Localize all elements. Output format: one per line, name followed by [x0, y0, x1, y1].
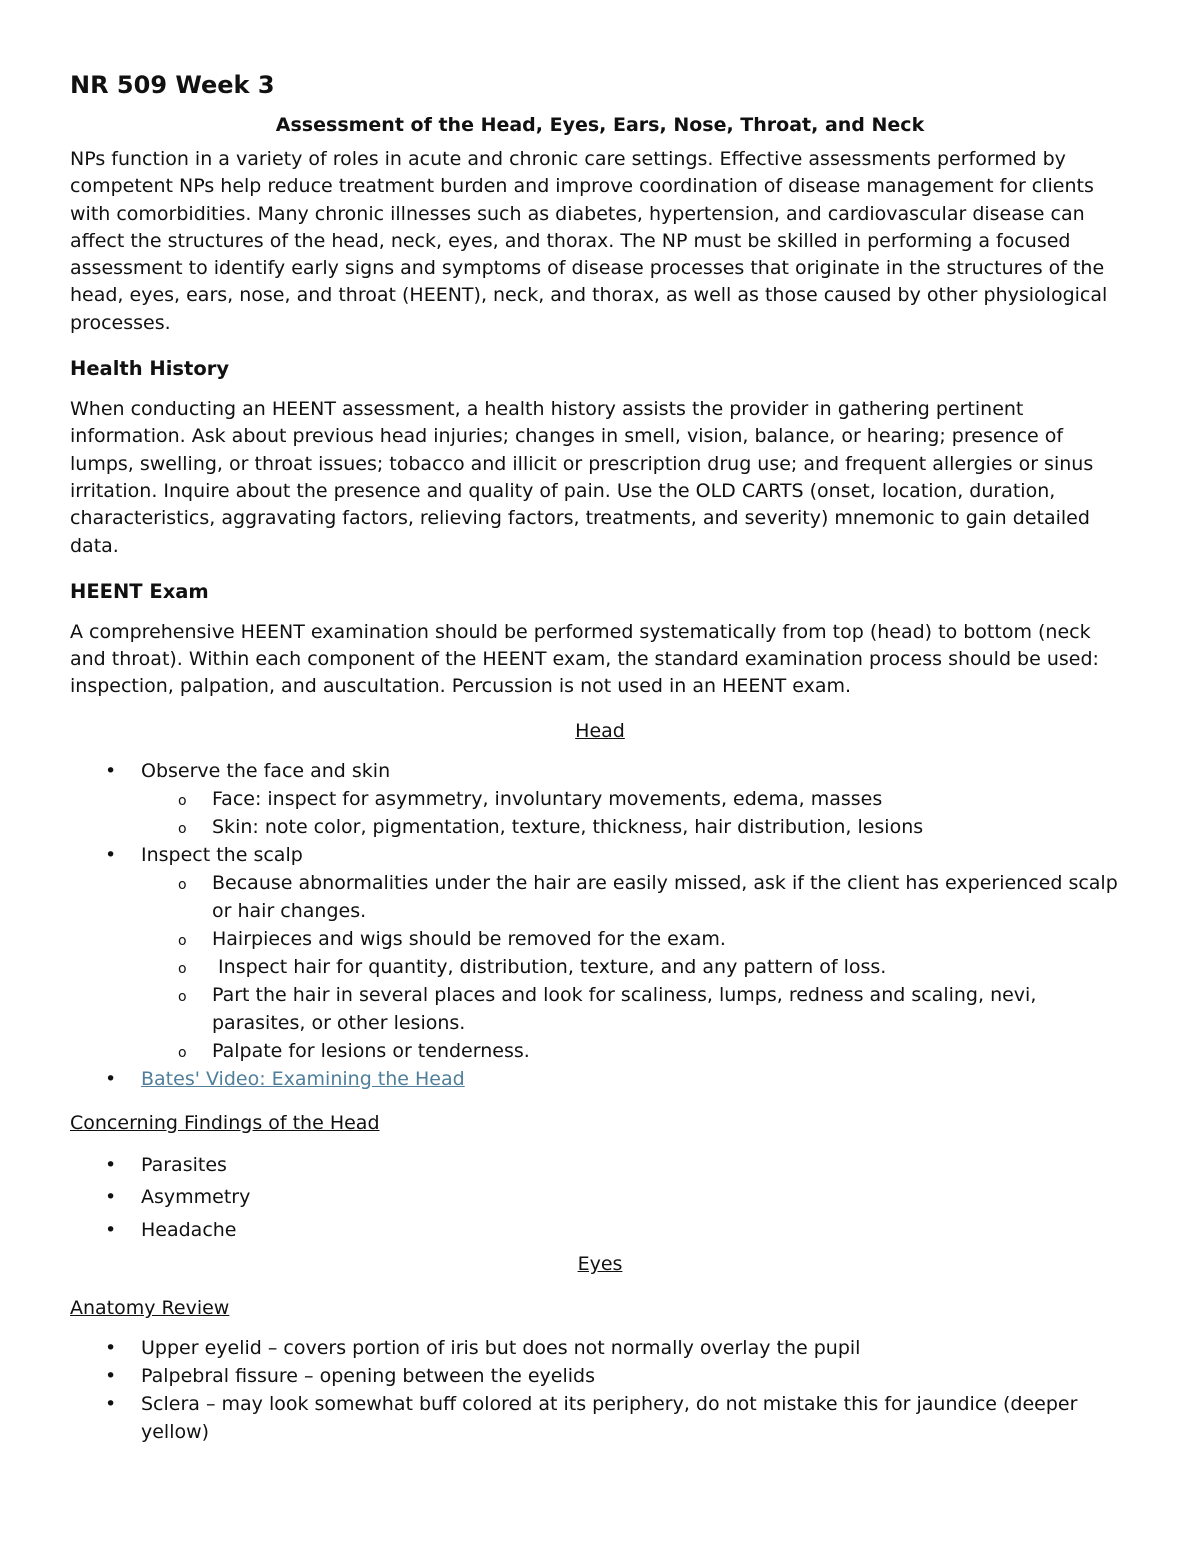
- document-title: NR 509 Week 3: [70, 71, 275, 99]
- sub-list-item-text: Part the hair in several places and look for scaliness, lumps, redness and scaling, nevi, parasites, or other lesions.: [212, 983, 1037, 1034]
- health-history-paragraph: When conducting an HEENT assessment, a health history assists the provider in gathering pertinent information. Ask about previous head injuries; changes in smell, vision, balance, or hearing; presence of lumps, swelling, or throat issues; tobacco and illicit or prescription drug use; and frequent allergies or sinus irritation. Inquire about the presence and quality of pain. Use the OLD CARTS (onset, location, duration, characteristics, aggravating factors, relieving factors, treatments, and severity) mnemonic to gain detailed data.: [70, 398, 1094, 557]
- sub-list-item-text: Because abnormalities under the hair are easily missed, ask if the client has experienced scalp or hair changes.: [212, 871, 1118, 922]
- sub-list-item-text: Face: inspect for asymmetry, involuntary movements, edema, masses: [212, 787, 883, 810]
- sub-list-item: [141, 869, 1130, 925]
- bullet-marker: •: [105, 1186, 117, 1209]
- concerning-findings-head-heading: Concerning Findings of the Head: [70, 1111, 380, 1134]
- list-item-text: Inspect the scalp: [141, 843, 303, 866]
- sub-list-item: [141, 925, 1130, 953]
- list-item: [70, 1362, 1130, 1390]
- sub-list: [141, 785, 1130, 841]
- sub-list-item: [141, 785, 1130, 813]
- heent-exam-heading: HEENT Exam: [70, 579, 209, 603]
- list-item-text: Headache: [141, 1218, 237, 1241]
- sub-bullet-marker: o: [178, 876, 187, 893]
- bullet-marker: •: [105, 1393, 117, 1416]
- bullet-marker: •: [105, 1337, 117, 1360]
- anatomy-review-heading: Anatomy Review: [70, 1297, 230, 1320]
- sub-list-item: [141, 953, 1130, 981]
- list-item: [70, 1181, 1130, 1214]
- bullet-marker: •: [105, 1365, 117, 1388]
- bullet-marker: •: [105, 1153, 117, 1176]
- list-item: [70, 757, 1130, 841]
- head-exam-list: [70, 757, 1130, 1093]
- sub-bullet-marker: o: [178, 792, 187, 809]
- bates-video-link[interactable]: Bates' Video: Examining the Head: [141, 1067, 465, 1090]
- bullet-marker: •: [105, 1067, 117, 1090]
- list-item: [70, 841, 1130, 1065]
- list-item-text: Upper eyelid – covers portion of iris but does not normally overlay the pupil: [141, 1337, 861, 1360]
- sub-bullet-marker: o: [178, 960, 187, 977]
- bullet-marker: •: [105, 1218, 117, 1241]
- sub-list-item-text: Skin: note color, pigmentation, texture, thickness, hair distribution, lesions: [212, 815, 924, 838]
- health-history-heading: Health History: [70, 357, 230, 381]
- eye-anatomy-list: [70, 1334, 1130, 1446]
- list-item: [70, 1214, 1130, 1247]
- sub-list-item-text: Palpate for lesions or tenderness.: [212, 1039, 530, 1062]
- bullet-marker: •: [105, 759, 117, 782]
- list-item: [70, 1065, 1130, 1093]
- head-section-heading: Head: [575, 719, 625, 742]
- sub-bullet-marker: o: [178, 988, 187, 1005]
- document-subtitle: Assessment of the Head, Eyes, Ears, Nose, Throat, and Neck: [275, 114, 925, 136]
- sub-bullet-marker: o: [178, 820, 187, 837]
- list-item-text: Palpebral fissure – opening between the eyelids: [141, 1365, 595, 1388]
- sub-bullet-marker: o: [178, 932, 187, 949]
- list-item: [70, 1149, 1130, 1182]
- list-item-text: Parasites: [141, 1153, 227, 1176]
- list-item: [70, 1334, 1130, 1362]
- list-item: [70, 1390, 1130, 1446]
- concerning-findings-list: [70, 1149, 1130, 1247]
- list-item-text: Asymmetry: [141, 1186, 251, 1209]
- list-item-text: Observe the face and skin: [141, 759, 391, 782]
- intro-paragraph: NPs function in a variety of roles in acute and chronic care settings. Effective assessments performed by competent NPs help reduce treatment burden and improve coordination of disease management for clients with comorbidities. Many chronic illnesses such as diabetes, hypertension, and cardiovascular disease can affect the structures of the head, neck, eyes, and thorax. The NP must be skilled in performing a focused assessment to identify early signs and symptoms of disease processes that originate in the structures of the head, eyes, ears, nose, and throat (HEENT), neck, and thorax, as well as those caused by other physiological processes.: [70, 148, 1108, 334]
- sub-list-item: [141, 1037, 1130, 1065]
- sub-bullet-marker: o: [178, 1044, 187, 1061]
- bullet-marker: •: [105, 843, 117, 866]
- sub-list-item: [141, 813, 1130, 841]
- sub-list-item-text: Hairpieces and wigs should be removed for the exam.: [212, 927, 726, 950]
- list-item-text: Sclera – may look somewhat buff colored at its periphery, do not mistake this for jaundice (deeper yellow): [141, 1393, 1078, 1444]
- sub-list-item: [141, 981, 1130, 1037]
- eyes-section-heading: Eyes: [577, 1253, 623, 1276]
- sub-list-item-text: Inspect hair for quantity, distribution, texture, and any pattern of loss.: [212, 955, 887, 978]
- heent-exam-paragraph: A comprehensive HEENT examination should be performed systematically from top (head) to bottom (neck and throat). Within each component of the HEENT exam, the standard examination process should be used: inspection, palpation, and auscultation. Percussion is not used in an HEENT exam.: [70, 620, 1099, 698]
- sub-list: [141, 869, 1130, 1065]
